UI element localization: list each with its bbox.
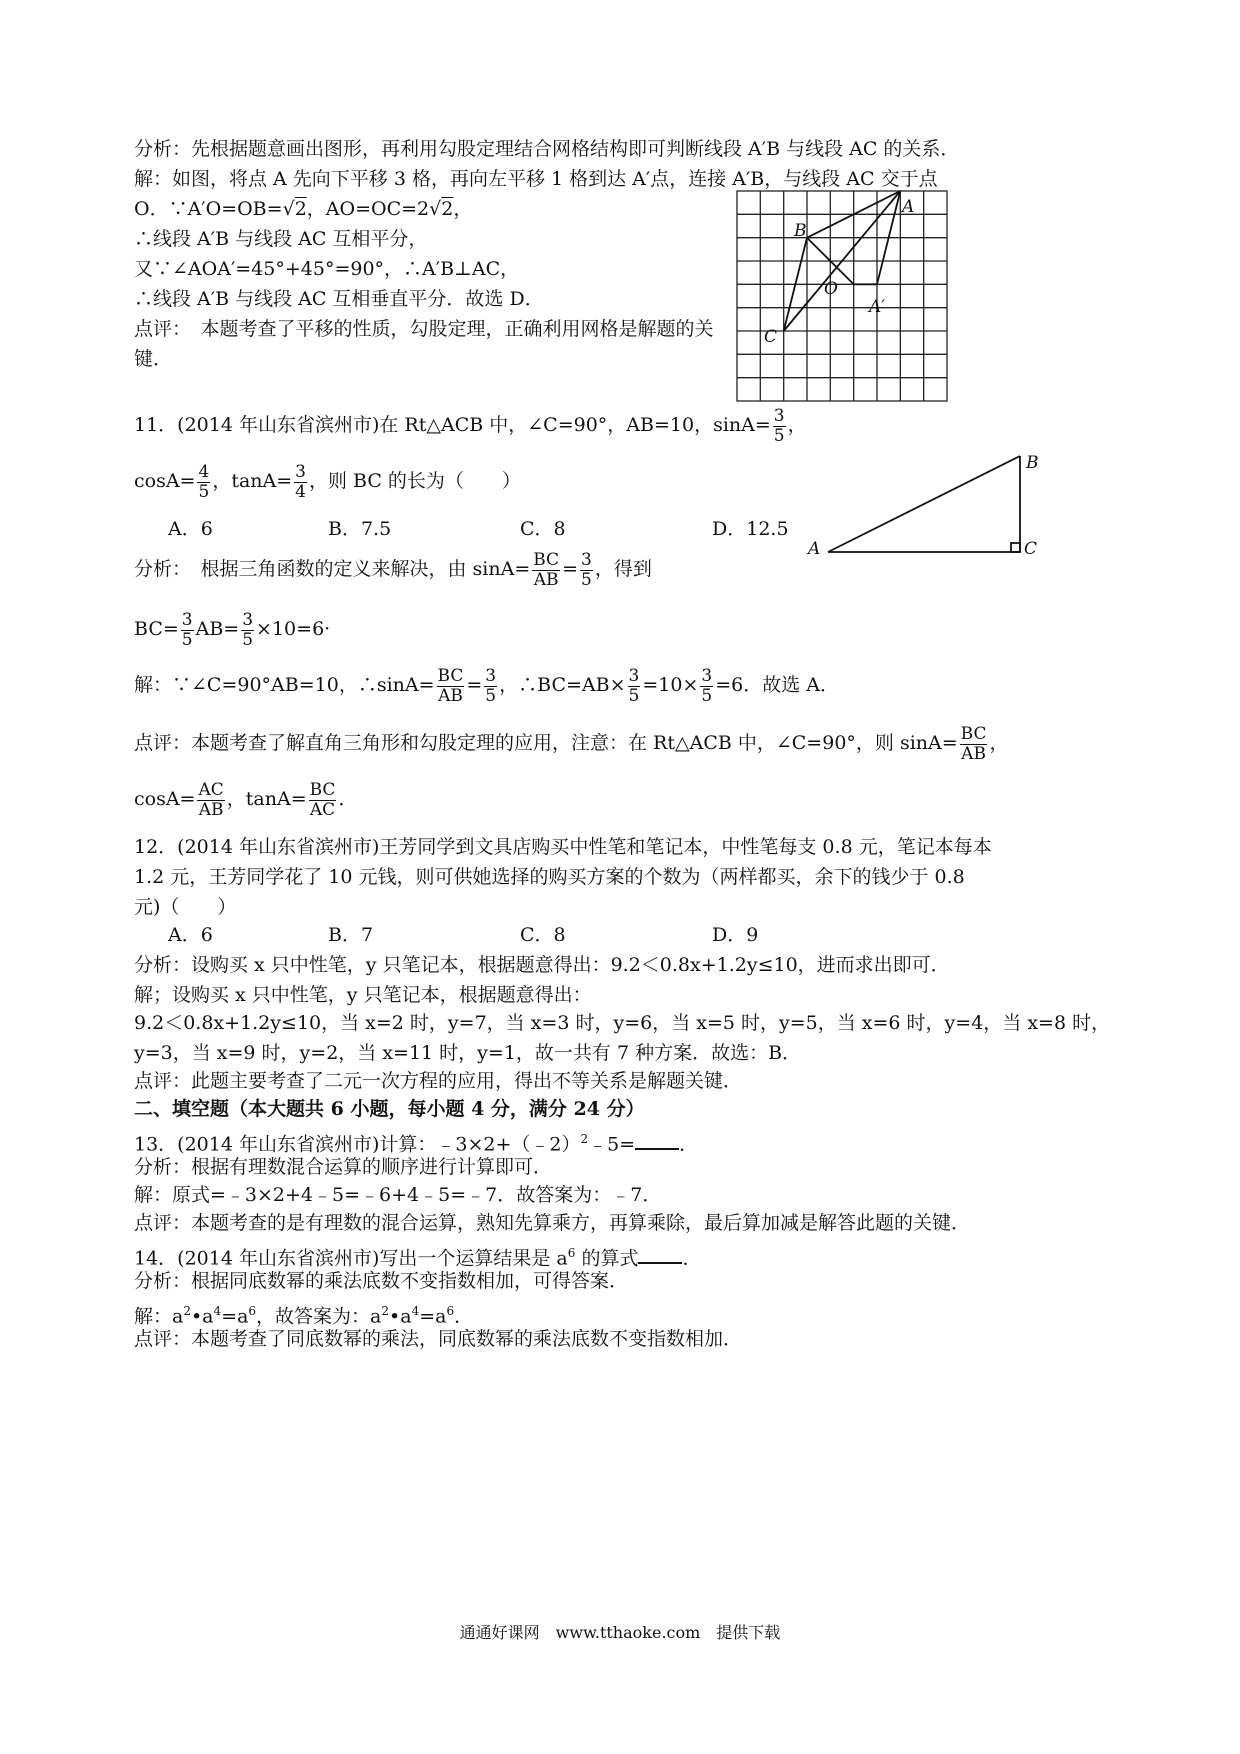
q12-solution-line3: y=3，当 x=9 时，y=2，当 x=11 时，y=1，故一共有 7 种方案．故选：B． (134, 1042, 802, 1064)
q10-solution-line3: ∴线段 A′B 与线段 AC 互相平分， (134, 228, 428, 250)
q14-comment: 点评：本题考查了同底数幂的乘法，同底数幂的乘法底数不变指数相加． (134, 1328, 743, 1350)
q10-solution-line1: 解：如图，将点 A 先向下平移 3 格，再向左平移 1 格到达 A′点，连接 A′B，与线段 AC 交于点 (134, 168, 938, 190)
q10-solution-line4: 又∵∠AOA′=45°+45°=90°，∴A′B⊥AC， (134, 258, 520, 280)
q11-option-c: C．8 (520, 518, 566, 540)
q10-comment-line2: 键． (134, 348, 173, 370)
q12-stem-line2: 1.2 元，王芳同学花了 10 元钱，则可供她选择的购买方案的个数为（两样都买，余下的钱少于 0.8 (134, 866, 965, 888)
q12-comment: 点评：此题主要考查了二元一次方程的应用，得出不等关系是解题关键． (134, 1070, 743, 1092)
q11-comment-line1: 点评：本题考查了解直角三角形和勾股定理的应用，注意：在 Rt△ACB 中，∠C=90°，则 sinA= $\frac{BC}{AB}$ ， (134, 723, 1009, 764)
q10-solution-line2: O．∵A′O=OB=√2，AO=OC=2√2， (134, 198, 473, 220)
q10-comment-line1: 点评： 本题考查了平移的性质，勾股定理，正确利用网格是解题的关 (134, 318, 714, 340)
fraction-3-5: $\frac{3}{5}$ (773, 405, 785, 446)
q11-analysis: 分析： 根据三角函数的定义来解决，由 sinA= $\frac{BC}{AB}$ = $\frac{3}{5}$ ，得到 (134, 549, 652, 590)
tri-label-C: C (1024, 539, 1038, 559)
q12-option-a: A．6 (168, 924, 213, 946)
label-B: B (794, 221, 807, 241)
q12-stem-line3: 元)（ ） (134, 896, 237, 918)
triangle-figure (800, 448, 1050, 560)
q11-comment-line2: cosA= $\frac{AC}{AB}$ ，tanA= $\frac{BC}{AC}$ ． (134, 779, 358, 820)
q10-solution-line5: ∴线段 A′B 与线段 AC 互相垂直平分．故选 D． (134, 288, 544, 310)
tri-label-A: A (808, 539, 821, 559)
grid-lines (737, 191, 947, 401)
q11-option-b: B．7.5 (328, 518, 392, 540)
q14-solution: 解：$a^2•a^4=a^6$，故答案为：$a^2•a^4=a^6$． (134, 1304, 474, 1328)
q11-stem-line2: cosA= $\frac{4}{5}$ ，tanA= $\frac{3}{4}$ ，则 BC 的长为（ ） (134, 461, 521, 502)
q13-comment: 点评：本题考查的是有理数的混合运算，熟知先算乘方，再算乘除，最后算加减是解答此题的关键． (134, 1212, 971, 1234)
q12-analysis: 分析：设购买 x 只中性笔，y 只笔记本，根据题意得出：9.2＜0.8x+1.2y≤10，进而求出即可． (134, 954, 950, 976)
q12-option-b: B．7 (328, 924, 374, 946)
q12-option-c: C．8 (520, 924, 566, 946)
sqrt-sign: √ (282, 198, 295, 220)
q13-solution: 解：原式=﹣3×2+4﹣5=﹣6+4﹣5=﹣7．故答案为：﹣7． (134, 1184, 662, 1206)
label-C: C (764, 327, 778, 347)
q13-analysis: 分析：根据有理数混合运算的顺序进行计算即可． (134, 1156, 553, 1178)
footer: 通通好课网 www.tthaoke.com 提供下载 (459, 1623, 781, 1642)
q13-stem: 13．(2014 年山东省滨州市)计算：﹣3×2+（﹣2）$^2$﹣5= ． (134, 1132, 699, 1156)
q14-stem: 14．(2014 年山东省滨州市)写出一个运算结果是 $a^6$ 的算式 ． (134, 1246, 702, 1270)
q12-option-d: D．9 (712, 924, 759, 946)
q12-stem-line1: 12．(2014 年山东省滨州市)王芳同学到文具店购买中性笔和笔记本，中性笔每支 0.8 元，笔记本每本 (134, 836, 992, 858)
q11-option-d: D．12.5 (712, 518, 789, 540)
q11-bc-equation: BC= $\frac{3}{5}$ AB= $\frac{3}{5}$ ×10=6· (134, 609, 331, 650)
q12-solution-line1: 解；设购买 x 只中性笔，y 只笔记本，根据题意得出： (134, 984, 592, 1006)
fraction-4-5: $\frac{4}{5}$ (198, 461, 210, 502)
label-A: A (902, 197, 915, 217)
label-O: O (824, 279, 838, 299)
q11-stem-line1: 11．(2014 年山东省滨州市)在 Rt△ACB 中，∠C=90°，AB=10，sinA= $\frac{3}{5}$ ， (134, 405, 807, 446)
label-A-prime: A′ (869, 297, 886, 317)
section-heading: 二、填空题（本大题共 6 小题，每小题 4 分，满分 24 分） (134, 1098, 645, 1120)
grid-figure (736, 190, 948, 402)
answer-blank (638, 1244, 682, 1264)
q11-solution: 解：∵∠C=90°AB=10，∴sinA= $\frac{BC}{AB}$ = $\frac{3}{5}$ ，∴BC=AB× $\frac{3}{5}$ =10× $\frac{3}{5}$ =6．故选 A． (134, 665, 839, 706)
q12-solution-line2: 9.2＜0.8x+1.2y≤10，当 x=2 时，y=7，当 x=3 时，y=6，当 x=5 时，y=5，当 x=6 时，y=4，当 x=8 时， (134, 1012, 1111, 1034)
q14-analysis: 分析：根据同底数幂的乘法底数不变指数相加，可得答案． (134, 1270, 629, 1292)
answer-blank (635, 1130, 679, 1150)
tri-label-B: B (1026, 453, 1039, 473)
q10-analysis: 分析：先根据题意画出图形，再利用勾股定理结合网格结构即可判断线段 A′B 与线段 AC 的关系． (134, 138, 960, 160)
q11-option-a: A．6 (168, 518, 213, 540)
fraction-3-4: $\frac{3}{4}$ (295, 461, 306, 502)
